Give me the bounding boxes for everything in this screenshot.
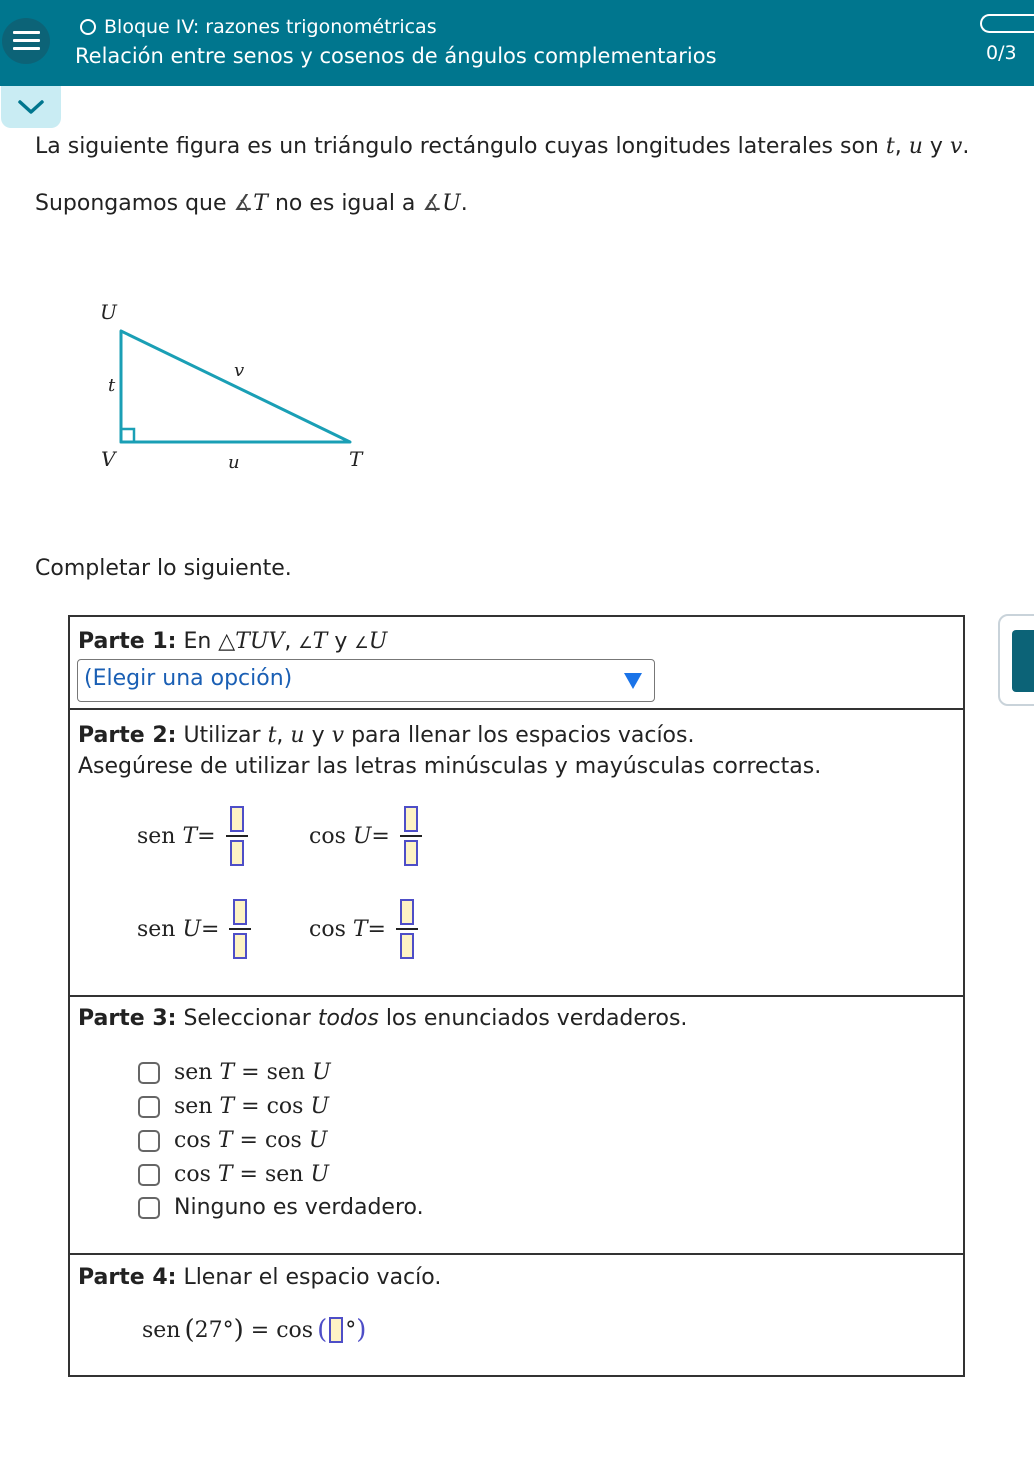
vertex-t-label: T: [349, 447, 363, 471]
topic-title: Bloque IV: razones trigonométricas: [104, 16, 437, 38]
fraction-sen-u: [229, 899, 251, 959]
option-sen-t-eq-sen-u[interactable]: sen T = sen U: [138, 1060, 331, 1085]
chevron-down-icon: [17, 99, 45, 115]
part-4-prompt: Parte 4: Llenar el espacio vacío.: [78, 1265, 442, 1290]
instruction: Completar lo siguiente.: [35, 556, 292, 581]
lesson-title: Relación entre senos y cosenos de ángulos complementarios: [75, 44, 717, 68]
equation-sen-t: sen T =: [137, 806, 248, 866]
right-triangle-figure: [80, 290, 380, 480]
option-cos-t-eq-sen-u[interactable]: cos T = sen U: [138, 1162, 329, 1187]
part-1: [70, 617, 963, 710]
progress-count: 0/3: [986, 42, 1017, 64]
menu-icon[interactable]: [2, 18, 50, 64]
topic-status-icon: [80, 19, 96, 35]
checkbox[interactable]: [138, 1130, 160, 1152]
equation-sen-27: sen ( 27° ) = cos ( ° ): [142, 1315, 367, 1345]
numerator-input[interactable]: [233, 899, 247, 925]
triangle-outline: [121, 331, 350, 442]
equation-sen-u: sen U =: [137, 899, 251, 959]
checkbox[interactable]: [138, 1164, 160, 1186]
denominator-input[interactable]: [230, 840, 244, 866]
vertex-v-label: V: [101, 447, 116, 471]
part-1-prompt: Parte 1: En △TUV, ∠T y ∠U: [78, 629, 388, 654]
equation-cos-u: cos U =: [309, 806, 422, 866]
top-bar: [0, 0, 1034, 86]
numerator-input[interactable]: [400, 899, 414, 925]
denominator-input[interactable]: [233, 933, 247, 959]
side-panel-toggle[interactable]: [998, 614, 1034, 706]
assumption-statement: Supongamos que ∡T no es igual a ∡U.: [35, 191, 468, 216]
numerator-input[interactable]: [404, 806, 418, 832]
problem-statement: La siguiente figura es un triángulo rectángulo cuyas longitudes laterales son t, u y v.: [35, 134, 970, 159]
right-angle-marker: [121, 429, 134, 442]
dropdown-value: (Elegir una opción): [84, 666, 293, 691]
equation-cos-t: cos T =: [309, 899, 418, 959]
part-2-prompt: Parte 2: Utilizar t, u y v para llenar los espacios vacíos.: [78, 723, 695, 748]
fraction-cos-u: [400, 806, 422, 866]
fraction-sen-t: [226, 806, 248, 866]
vertex-u-label: U: [100, 300, 117, 324]
numerator-input[interactable]: [230, 806, 244, 832]
side-t-label: t: [108, 375, 116, 396]
denominator-input[interactable]: [400, 933, 414, 959]
dropdown-arrow-icon: [624, 673, 642, 689]
denominator-input[interactable]: [404, 840, 418, 866]
option-none-true[interactable]: Ninguno es verdadero.: [138, 1195, 424, 1220]
checkbox[interactable]: [138, 1096, 160, 1118]
side-panel-icon: [1012, 630, 1034, 692]
option-cos-t-eq-cos-u[interactable]: cos T = cos U: [138, 1128, 327, 1153]
checkbox[interactable]: [138, 1062, 160, 1084]
part-2: [70, 710, 963, 997]
angle-input[interactable]: [329, 1317, 343, 1343]
part-3: [70, 997, 963, 1255]
part-4: [70, 1255, 963, 1375]
topic-line: [80, 16, 437, 38]
question-box: [68, 615, 965, 1377]
angle-relation-dropdown[interactable]: [77, 659, 655, 702]
fraction-cos-t: [396, 899, 418, 959]
collapse-header-button[interactable]: [1, 86, 61, 128]
part-3-prompt: Parte 3: Seleccionar todos los enunciados verdaderos.: [78, 1006, 688, 1031]
side-u-label: u: [228, 452, 240, 473]
checkbox[interactable]: [138, 1197, 160, 1219]
progress-bar: [980, 14, 1034, 33]
side-v-label: v: [234, 360, 245, 381]
part-2-note: Asegúrese de utilizar las letras minúsculas y mayúsculas correctas.: [78, 754, 822, 779]
option-sen-t-eq-cos-u[interactable]: sen T = cos U: [138, 1094, 329, 1119]
